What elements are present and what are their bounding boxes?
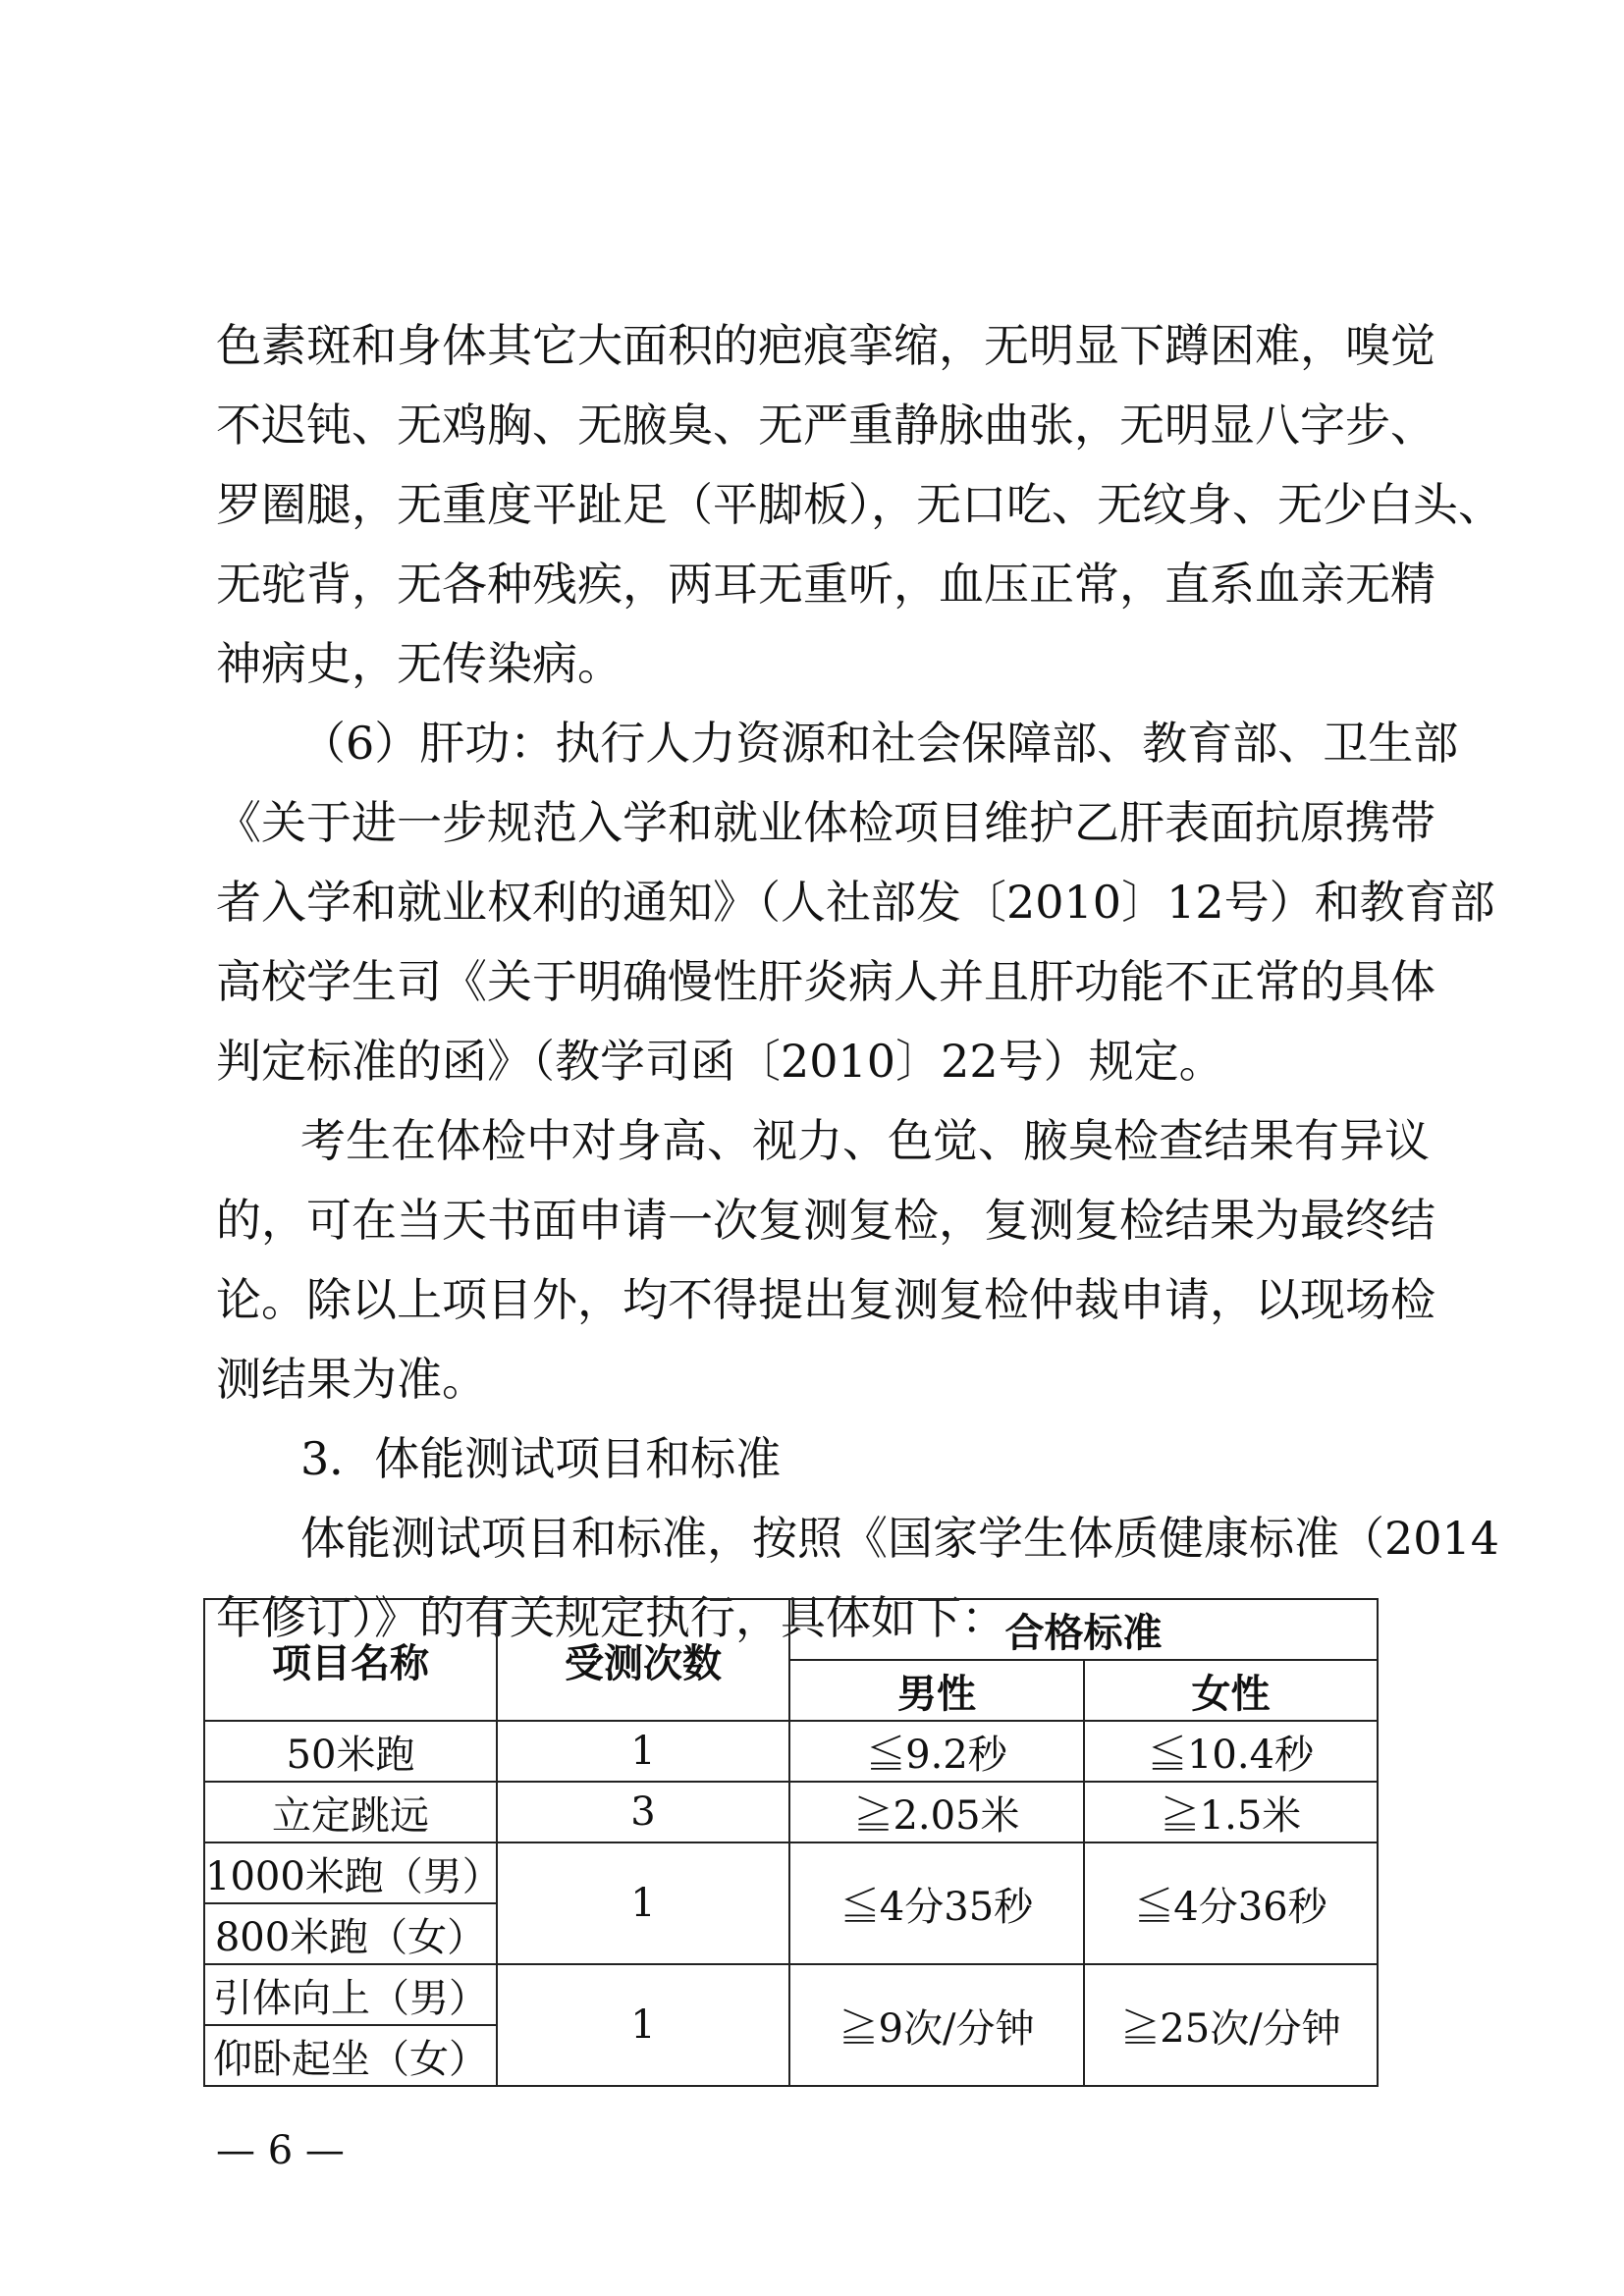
header-male: 男性: [789, 1660, 1084, 1721]
table-row: [204, 1721, 1378, 1782]
table-row: [204, 1842, 1378, 1903]
header-item-name: 项目名称: [204, 1599, 497, 1721]
paragraph-line: 不迟钝、无鸡胸、无腋臭、无严重静脉曲张，无明显八字步、: [216, 399, 1435, 452]
header-standard: 合格标准: [789, 1599, 1378, 1660]
paragraph-line: 考生在体检中对身高、视力、色觉、腋臭检查结果有异议: [300, 1114, 1430, 1167]
paragraph-line: 年修订）》的有关规定执行，具体如下：: [216, 1591, 1006, 1644]
cell-female: ≧25次/分钟: [1084, 1964, 1378, 2086]
section-heading: 3．体能测试项目和标准: [300, 1432, 782, 1485]
cell-item: 50米跑: [204, 1721, 497, 1782]
cell-female: ≧1.5米: [1084, 1782, 1378, 1842]
page-number: — 6 —: [216, 2128, 345, 2173]
fitness-standard-table: [203, 1598, 1379, 2087]
cell-item-female: 800米跑（女）: [204, 1903, 497, 1964]
header-female: 女性: [1084, 1660, 1378, 1721]
paragraph-line: 体能测试项目和标准，按照《国家学生体质健康标准（2014: [300, 1512, 1500, 1565]
cell-male: ≦9.2秒: [789, 1721, 1084, 1782]
paragraph-line: （6）肝功：执行人力资源和社会保障部、教育部、卫生部: [300, 717, 1459, 770]
cell-female: ≦10.4秒: [1084, 1721, 1378, 1782]
paragraph-line: 《关于进一步规范入学和就业体检项目维护乙肝表面抗原携带: [216, 796, 1435, 849]
cell-item: 立定跳远: [204, 1782, 497, 1842]
cell-item-male: 1000米跑（男）: [204, 1842, 497, 1903]
paragraph-line: 者入学和就业权利的通知》（人社部发〔2010〕12号）和教育部: [216, 876, 1495, 929]
paragraph-line: 色素斑和身体其它大面积的疤痕挛缩，无明显下蹲困难，嗅觉: [216, 319, 1435, 372]
cell-female: ≦4分36秒: [1084, 1842, 1378, 1964]
paragraph-line: 判定标准的函》（教学司函〔2010〕22号）规定。: [216, 1035, 1224, 1088]
table-row: [204, 1782, 1378, 1842]
cell-times: 1: [497, 1842, 789, 1964]
cell-times: 1: [497, 1964, 789, 2086]
header-test-times: 受测次数: [497, 1599, 789, 1721]
cell-male: ≧9次/分钟: [789, 1964, 1084, 2086]
cell-item-male: 引体向上（男）: [204, 1964, 497, 2025]
cell-times: 3: [497, 1782, 789, 1842]
cell-times: 1: [497, 1721, 789, 1782]
paragraph-line: 的，可在当天书面申请一次复测复检，复测复检结果为最终结: [216, 1194, 1435, 1247]
table-row: [204, 1964, 1378, 2025]
paragraph-line: 无驼背，无各种残疾，两耳无重听，血压正常，直系血亲无精: [216, 558, 1435, 611]
paragraph-line: 测结果为准。: [216, 1353, 487, 1406]
paragraph-line: 高校学生司《关于明确慢性肝炎病人并且肝功能不正常的具体: [216, 955, 1435, 1008]
cell-item-female: 仰卧起坐（女）: [204, 2025, 497, 2086]
cell-male: ≦4分35秒: [789, 1842, 1084, 1964]
document-body: [216, 306, 1503, 1658]
paragraph-line: 罗圈腿，无重度平趾足（平脚板），无口吃、无纹身、无少白头、: [216, 478, 1503, 531]
cell-male: ≧2.05米: [789, 1782, 1084, 1842]
paragraph-line: 论。除以上项目外，均不得提出复测复检仲裁申请，以现场检: [216, 1273, 1435, 1326]
paragraph-line: 神病史，无传染病。: [216, 637, 623, 690]
